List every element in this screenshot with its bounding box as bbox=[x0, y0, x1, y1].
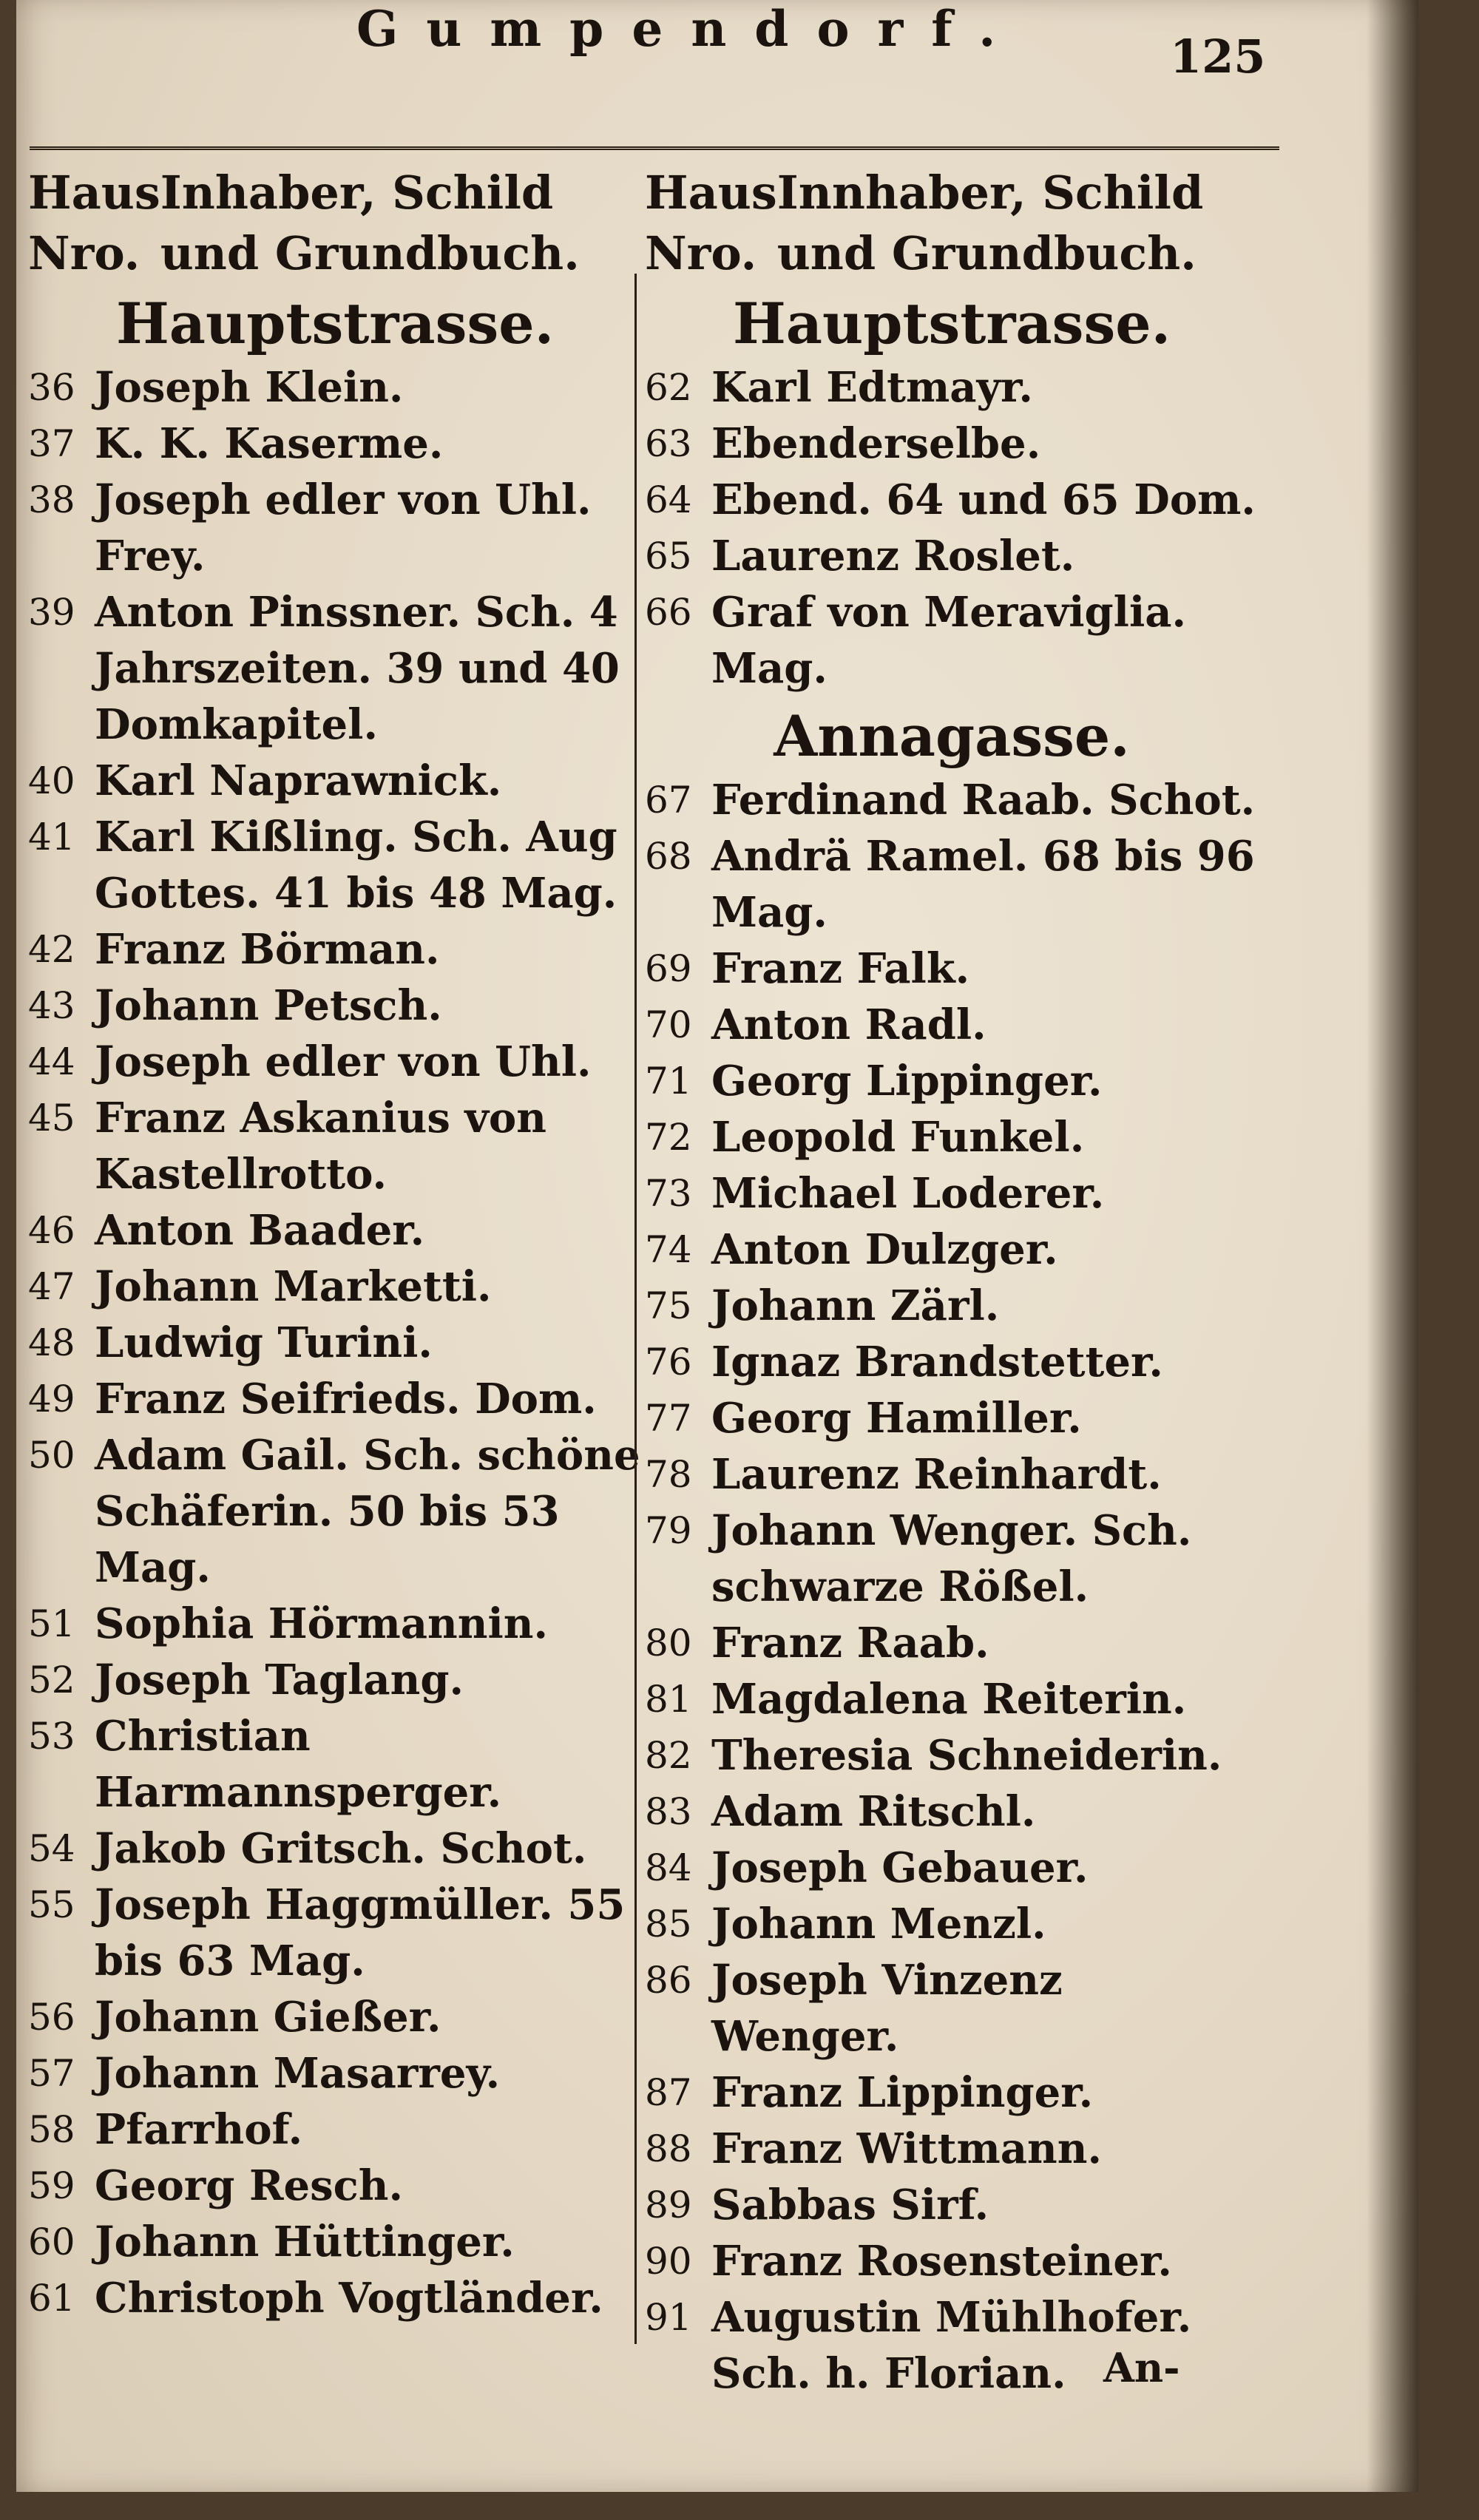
entry-text: Joseph Klein. bbox=[95, 363, 404, 412]
entry-text: Adam Ritschl. bbox=[711, 1787, 1036, 1836]
list-item bbox=[645, 1784, 1259, 1840]
entry-text: Joseph edler von Uhl. bbox=[95, 1037, 592, 1086]
list-item bbox=[28, 1090, 642, 1202]
list-item bbox=[645, 472, 1259, 528]
entry-text: Laurenz Reinhardt. bbox=[711, 1450, 1162, 1499]
entry-text: Joseph Taglang. bbox=[95, 1656, 464, 1704]
entry-text: Franz Seifrieds. Dom. bbox=[95, 1375, 597, 1423]
house-number: 48 bbox=[28, 1321, 75, 1364]
header-house-number: Haus Nro. bbox=[645, 166, 777, 280]
house-number: 53 bbox=[28, 1715, 75, 1758]
house-number: 36 bbox=[28, 366, 75, 409]
house-number: 61 bbox=[28, 2277, 75, 2320]
list-item bbox=[645, 584, 1259, 697]
entry-text: Leopold Funkel. bbox=[711, 1113, 1085, 1162]
entry-text: Johann Menzl. bbox=[711, 1900, 1046, 1948]
left-column-header bbox=[28, 163, 642, 284]
list-item bbox=[28, 1034, 642, 1090]
house-number: 67 bbox=[645, 779, 692, 822]
house-number: 76 bbox=[645, 1341, 692, 1383]
list-item bbox=[28, 2270, 642, 2326]
house-number: 51 bbox=[28, 1602, 75, 1645]
entry-text: Ebenderselbe. bbox=[711, 419, 1041, 468]
list-item bbox=[28, 921, 642, 978]
house-number: 87 bbox=[645, 2071, 692, 2114]
house-number: 74 bbox=[645, 1228, 692, 1271]
list-item bbox=[28, 1820, 642, 1877]
list-item bbox=[645, 1053, 1259, 1109]
list-item bbox=[645, 528, 1259, 584]
house-number: 85 bbox=[645, 1903, 692, 1945]
house-number: 54 bbox=[28, 1827, 75, 1870]
list-item bbox=[28, 2101, 642, 2158]
house-number: 55 bbox=[28, 1883, 75, 1926]
house-number: 88 bbox=[645, 2127, 692, 2170]
page-number: 125 bbox=[1170, 30, 1266, 84]
entry-text: Karl Naprawnick. bbox=[95, 756, 502, 805]
house-number: 64 bbox=[645, 478, 692, 521]
entry-text: Johann Petsch. bbox=[95, 981, 442, 1030]
house-number: 83 bbox=[645, 1790, 692, 1833]
entry-text: Johann Hüttinger. bbox=[95, 2218, 515, 2266]
list-item bbox=[28, 1708, 642, 1820]
list-item bbox=[28, 2158, 642, 2214]
running-head: Gumpendorf. bbox=[356, 0, 1024, 58]
house-number: 60 bbox=[28, 2221, 75, 2263]
entry-text: Christoph Vogtländer. bbox=[95, 2274, 603, 2323]
header-owner: Innhaber, Schild und Grundbuch. bbox=[776, 166, 1204, 280]
list-item bbox=[28, 1371, 642, 1427]
list-item bbox=[645, 1896, 1259, 1952]
entry-text: Ebend. 64 und 65 Dom. bbox=[711, 475, 1256, 524]
list-item bbox=[28, 472, 642, 584]
section-heading: Annagasse. bbox=[774, 703, 1130, 769]
list-item bbox=[28, 978, 642, 1034]
entry-text: Michael Loderer. bbox=[711, 1169, 1105, 1218]
entry-text: Joseph edler von Uhl. Frey. bbox=[95, 475, 592, 580]
house-number: 37 bbox=[28, 422, 75, 465]
house-number: 89 bbox=[645, 2184, 692, 2226]
house-number: 38 bbox=[28, 478, 75, 521]
entry-text: Pfarrhof. bbox=[95, 2105, 303, 2154]
entry-text: Joseph Gebauer. bbox=[711, 1843, 1089, 1892]
house-number: 66 bbox=[645, 591, 692, 634]
entry-text: Anton Radl. bbox=[711, 1000, 986, 1049]
right-entry-list-1 bbox=[645, 359, 1259, 697]
house-number: 78 bbox=[645, 1453, 692, 1496]
house-number: 62 bbox=[645, 366, 692, 409]
list-item bbox=[645, 1446, 1259, 1503]
list-item bbox=[645, 1671, 1259, 1727]
entry-text: Andrä Ramel. 68 bis 96 Mag. bbox=[711, 832, 1255, 937]
entry-text: Ignaz Brandstetter. bbox=[711, 1338, 1163, 1386]
house-number: 58 bbox=[28, 2108, 75, 2151]
house-number: 47 bbox=[28, 1265, 75, 1308]
entry-text: Georg Lippinger. bbox=[711, 1057, 1103, 1105]
entry-text: Karl Edtmayr. bbox=[711, 363, 1033, 412]
list-item bbox=[28, 1315, 642, 1371]
list-item bbox=[28, 753, 642, 809]
house-number: 79 bbox=[645, 1509, 692, 1552]
section-heading: Hauptstrasse. bbox=[732, 291, 1171, 356]
list-item bbox=[28, 1989, 642, 2045]
entry-text: Johann Zärl. bbox=[711, 1281, 1000, 1330]
list-item bbox=[645, 1278, 1259, 1334]
list-item bbox=[645, 997, 1259, 1053]
list-item bbox=[28, 1652, 642, 1708]
right-column-header bbox=[645, 163, 1259, 284]
entry-text: K. K. Kaserme. bbox=[95, 419, 444, 468]
entry-text: Johann Marketti. bbox=[95, 1262, 492, 1311]
list-item bbox=[645, 772, 1259, 828]
entry-text: Graf von Meraviglia. Mag. bbox=[711, 588, 1187, 693]
list-item bbox=[645, 1334, 1259, 1390]
list-item bbox=[645, 1952, 1259, 2065]
entry-text: Ludwig Turini. bbox=[95, 1318, 433, 1367]
list-item bbox=[28, 359, 642, 416]
list-item bbox=[645, 359, 1259, 416]
house-number: 63 bbox=[645, 422, 692, 465]
entry-text: Sabbas Sirf. bbox=[711, 2181, 989, 2229]
house-number: 75 bbox=[645, 1284, 692, 1327]
house-number: 86 bbox=[645, 1959, 692, 2002]
house-number: 42 bbox=[28, 928, 75, 971]
entry-text: Joseph Haggmüller. 55 bis 63 Mag. bbox=[95, 1880, 626, 1985]
header-house-number: Haus Nro. bbox=[28, 166, 160, 280]
list-item bbox=[28, 416, 642, 472]
house-number: 91 bbox=[645, 2296, 692, 2339]
section-heading: Hauptstrasse. bbox=[115, 291, 555, 356]
list-item bbox=[645, 1390, 1259, 1446]
house-number: 90 bbox=[645, 2240, 692, 2283]
entry-text: Laurenz Roslet. bbox=[711, 532, 1075, 580]
house-number: 68 bbox=[645, 835, 692, 878]
list-item bbox=[28, 2214, 642, 2270]
entry-text: Joseph Vinzenz Wenger. bbox=[711, 1956, 1063, 2061]
house-number: 49 bbox=[28, 1378, 75, 1420]
list-item bbox=[645, 828, 1259, 941]
house-number: 70 bbox=[645, 1003, 692, 1046]
house-number: 72 bbox=[645, 1116, 692, 1159]
house-number: 82 bbox=[645, 1734, 692, 1777]
list-item bbox=[28, 584, 642, 753]
house-number: 39 bbox=[28, 591, 75, 634]
list-item bbox=[28, 1259, 642, 1315]
entry-text: Augustin Mühlhofer. Sch. h. Florian. bbox=[711, 2293, 1192, 2398]
list-item bbox=[645, 1165, 1259, 1222]
entry-text: Magdalena Reiterin. bbox=[711, 1675, 1187, 1724]
list-item bbox=[645, 1615, 1259, 1671]
entry-text: Anton Dulzger. bbox=[711, 1225, 1058, 1274]
entry-text: Franz Wittmann. bbox=[711, 2124, 1102, 2173]
entry-text: Georg Resch. bbox=[95, 2161, 403, 2210]
entry-text: Anton Baader. bbox=[95, 1206, 425, 1255]
page-gutter-shadow bbox=[1367, 0, 1418, 2492]
entry-text: Johann Wenger. Sch. schwarze Rößel. bbox=[711, 1506, 1192, 1611]
list-item bbox=[28, 2045, 642, 2101]
list-item bbox=[645, 941, 1259, 997]
entry-text: Sophia Hörmannin. bbox=[95, 1599, 548, 1648]
list-item bbox=[28, 809, 642, 921]
entry-text: Franz Raab. bbox=[711, 1619, 989, 1667]
house-number: 59 bbox=[28, 2164, 75, 2207]
entry-text: Franz Börman. bbox=[95, 925, 440, 974]
book-page bbox=[16, 0, 1418, 2492]
entry-text: Georg Hamiller. bbox=[711, 1394, 1082, 1443]
house-number: 41 bbox=[28, 816, 75, 858]
right-entry-list-2 bbox=[645, 772, 1259, 2402]
list-item bbox=[28, 1202, 642, 1259]
list-item bbox=[645, 1222, 1259, 1278]
house-number: 84 bbox=[645, 1846, 692, 1889]
list-item bbox=[28, 1427, 642, 1596]
house-number: 80 bbox=[645, 1622, 692, 1664]
entry-text: Theresia Schneiderin. bbox=[711, 1731, 1222, 1780]
list-item bbox=[645, 1503, 1259, 1615]
entry-text: Johann Masarrey. bbox=[95, 2049, 501, 2098]
catchword: An- bbox=[1103, 2344, 1180, 2391]
list-item bbox=[645, 1727, 1259, 1784]
left-column bbox=[28, 163, 642, 2326]
house-number: 40 bbox=[28, 759, 75, 802]
house-number: 52 bbox=[28, 1659, 75, 1701]
list-item bbox=[28, 1877, 642, 1989]
house-number: 71 bbox=[645, 1060, 692, 1102]
list-item bbox=[645, 1840, 1259, 1896]
entry-text: Franz Askanius von Kastellrotto. bbox=[95, 1094, 546, 1199]
entry-text: Anton Pinssner. Sch. 4 Jahrszeiten. 39 und 40 Domkapitel. bbox=[95, 588, 620, 749]
entry-text: Johann Gießer. bbox=[95, 1993, 441, 2042]
entry-text: Christian Harmannsperger. bbox=[95, 1712, 502, 1817]
house-number: 56 bbox=[28, 1996, 75, 2039]
house-number: 44 bbox=[28, 1040, 75, 1083]
entry-text: Jakob Gritsch. Schot. bbox=[95, 1824, 587, 1873]
list-item bbox=[645, 2177, 1259, 2233]
entry-text: Adam Gail. Sch. schöne Schäferin. 50 bis 53 Mag. bbox=[95, 1431, 640, 1592]
house-number: 46 bbox=[28, 1209, 75, 1252]
column-divider bbox=[634, 274, 637, 2344]
house-number: 43 bbox=[28, 984, 75, 1027]
house-number: 77 bbox=[645, 1397, 692, 1440]
entry-text: Franz Falk. bbox=[711, 944, 970, 993]
list-item bbox=[645, 2121, 1259, 2177]
house-number: 81 bbox=[645, 1678, 692, 1721]
header-rule bbox=[30, 146, 1279, 150]
entry-text: Karl Kißling. Sch. Aug Gottes. 41 bis 48 Mag. bbox=[95, 813, 617, 918]
entry-text: Ferdinand Raab. Schot. bbox=[711, 776, 1256, 824]
list-item bbox=[645, 2233, 1259, 2289]
left-entry-list bbox=[28, 359, 642, 2326]
list-item bbox=[645, 1109, 1259, 1165]
house-number: 65 bbox=[645, 535, 692, 578]
list-item bbox=[645, 2065, 1259, 2121]
right-column bbox=[645, 163, 1259, 2402]
house-number: 50 bbox=[28, 1434, 75, 1477]
house-number: 73 bbox=[645, 1172, 692, 1215]
list-item bbox=[645, 416, 1259, 472]
entry-text: Franz Lippinger. bbox=[711, 2068, 1094, 2117]
house-number: 57 bbox=[28, 2052, 75, 2095]
header-owner: Inhaber, Schild und Grundbuch. bbox=[160, 166, 580, 280]
list-item bbox=[28, 1596, 642, 1652]
house-number: 45 bbox=[28, 1097, 75, 1139]
house-number: 69 bbox=[645, 947, 692, 990]
entry-text: Franz Rosensteiner. bbox=[711, 2237, 1172, 2286]
